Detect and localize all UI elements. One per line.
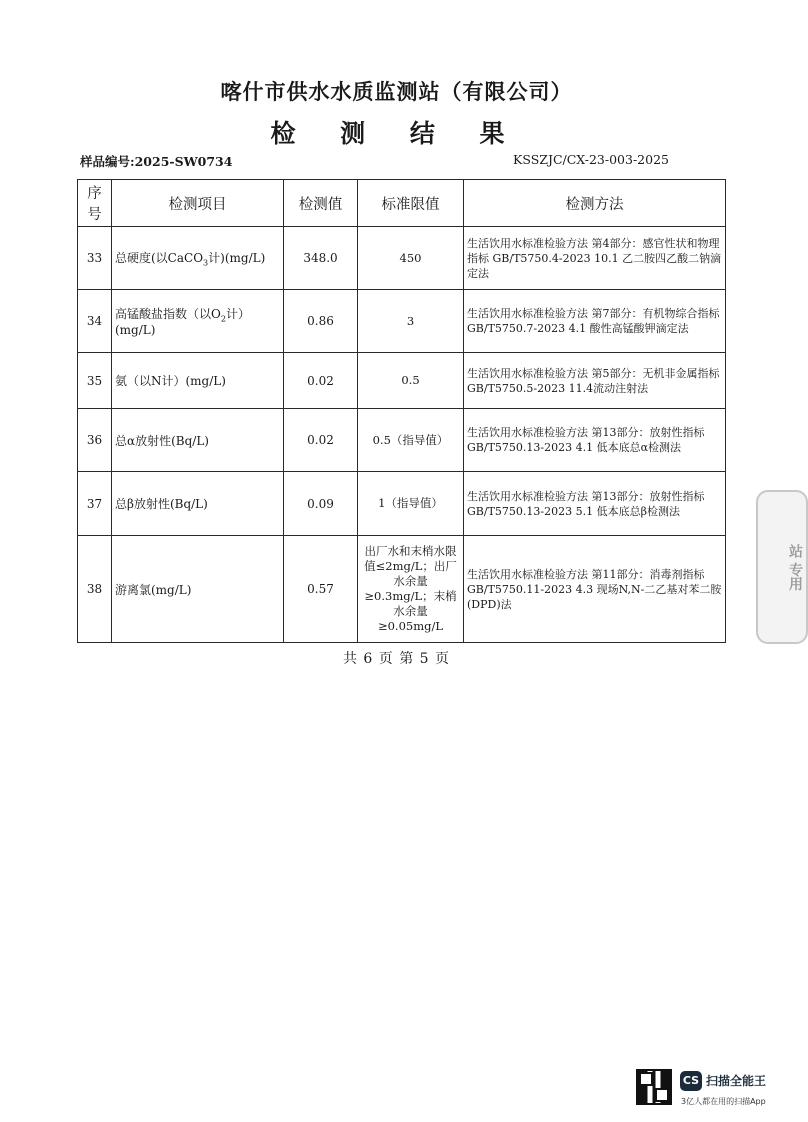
- row-number: 35: [78, 353, 112, 409]
- test-value: 0.57: [284, 536, 358, 643]
- stamp-text: 站 专用: [787, 543, 803, 591]
- table-header-row: [78, 180, 726, 227]
- standard-limit: 0.5: [358, 353, 464, 409]
- table-row: [78, 409, 726, 472]
- standard-limit: 0.5（指导值）: [358, 409, 464, 472]
- table-row: [78, 353, 726, 409]
- test-method: 生活饮用水标准检验方法 第13部分：放射性指标GB/T5750.13-2023 5.1 低本底总β检测法: [464, 472, 726, 536]
- test-item-text: 计)(mg/L): [208, 250, 266, 265]
- test-item: 游离氯(mg/L): [112, 536, 284, 643]
- test-item: 氨（以N计）(mg/L): [112, 353, 284, 409]
- test-item-subscript: 3: [203, 258, 209, 268]
- form-code: KSSZJC/CX-23-003-2025: [513, 152, 669, 167]
- test-method: 生活饮用水标准检验方法 第5部分：无机非金属指标 GB/T5750.5-2023 11.4流动注射法: [464, 353, 726, 409]
- table-row: [78, 227, 726, 290]
- test-item-text: 总硬度(以CaCO: [115, 250, 204, 265]
- test-value: 348.0: [284, 227, 358, 290]
- row-number: 37: [78, 472, 112, 536]
- test-method: 生活饮用水标准检验方法 第11部分：消毒剂指标 GB/T5750.11-2023 4.3 现场N,N-二乙基对苯二胺(DPD)法: [464, 536, 726, 643]
- test-method: 生活饮用水标准检验方法 第7部分：有机物综合指标 GB/T5750.7-2023 4.1 酸性高锰酸钾滴定法: [464, 290, 726, 353]
- table-row: [78, 472, 726, 536]
- test-method: 生活饮用水标准检验方法 第13部分：放射性指标GB/T5750.13-2023 4.1 低本底总α检测法: [464, 409, 726, 472]
- camscanner-tagline: 3亿人都在用的扫描App: [681, 1097, 766, 1106]
- test-item: 总β放射性(Bq/L): [112, 472, 284, 536]
- organization-name: 喀什市供水水质监测站（有限公司）: [220, 79, 573, 104]
- column-header-value: 检测值: [284, 180, 358, 227]
- test-item-text: 计）(mg/L): [115, 306, 250, 338]
- sample-number: 样品编号:2025-SW0734: [80, 154, 233, 169]
- row-number: 33: [78, 227, 112, 290]
- test-item: 总α放射性(Bq/L): [112, 409, 284, 472]
- test-item-text: 高锰酸盐指数（以O: [115, 306, 221, 321]
- column-header-method: 检测方法: [464, 180, 726, 227]
- document-title: 检 测 结 果: [270, 119, 523, 148]
- camscanner-name: 扫描全能王: [706, 1074, 767, 1088]
- test-item-subscript: 2: [220, 314, 226, 324]
- page-indicator: 共 6 页 第 5 页: [342, 651, 451, 667]
- standard-limit: 1（指导值）: [358, 472, 464, 536]
- test-method: 生活饮用水标准检验方法 第4部分：感官性状和物理指标 GB/T5750.4-2023 10.1 乙二胺四乙酸二钠滴定法: [464, 227, 726, 290]
- test-value: 0.09: [284, 472, 358, 536]
- results-table: [77, 179, 726, 643]
- row-number: 36: [78, 409, 112, 472]
- standard-limit: 450: [358, 227, 464, 290]
- qr-code-icon: [636, 1069, 672, 1105]
- test-item: [112, 290, 284, 353]
- row-number: 38: [78, 536, 112, 643]
- test-item: [112, 227, 284, 290]
- table-row: [78, 536, 726, 643]
- official-stamp: [756, 490, 808, 644]
- column-header-no: 序号: [78, 180, 112, 227]
- standard-limit: 3: [358, 290, 464, 353]
- row-number: 34: [78, 290, 112, 353]
- test-value: 0.02: [284, 409, 358, 472]
- test-value: 0.02: [284, 353, 358, 409]
- camscanner-logo-icon: CS: [680, 1071, 702, 1091]
- column-header-item: 检测项目: [112, 180, 284, 227]
- column-header-limit: 标准限值: [358, 180, 464, 227]
- test-value: 0.86: [284, 290, 358, 353]
- standard-limit: 出厂水和末梢水限值≤2mg/L；出厂水余量≥0.3mg/L；末梢水余量≥0.05mg/L: [358, 536, 464, 643]
- table-row: [78, 290, 726, 353]
